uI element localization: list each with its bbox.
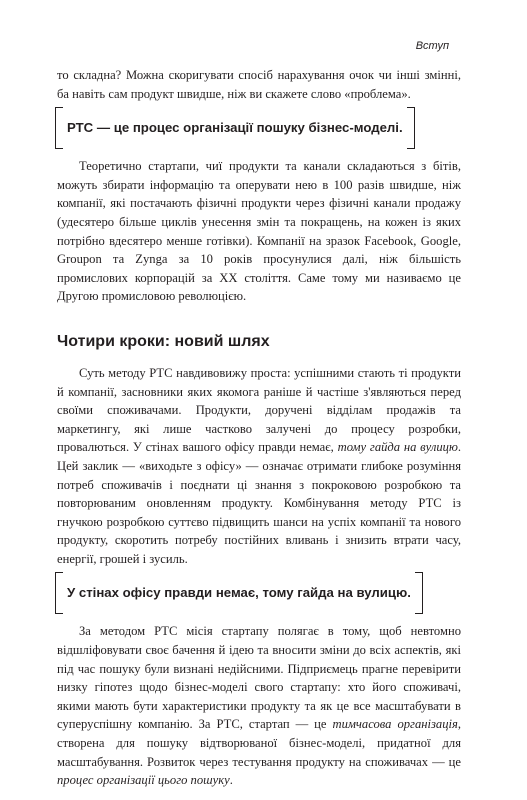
paragraph-4-text-3: .	[229, 773, 233, 788]
body-paragraph-4	[57, 622, 461, 789]
paragraph-3-text-2: . Цей заклик — «виходьте з офісу» — означає отримати глибоке розуміння потреб споживачів і поєднати ці знання з покроковою розробкою та повторюваним оновленням продукту. Комбінування методу РТС із гнучкою розробкою суттєво підвищить шанси на успіх компанії та нового продукту, скоротить потребу постійних вливань і знизить втрати часу, енергії, грошей і зусиль.	[57, 440, 461, 566]
page-body	[57, 66, 461, 790]
paragraph-4-text-2: , створена для пошуку відтворюваної бізнес-моделі, придатної для масштабування. Розвиток через тестування продукту на споживачах — це	[57, 717, 462, 769]
paragraph-4-text-1: За методом РТС місія стартапу полягає в тому, щоб невтомно відшліфовувати своє бачення й ідею та вносити зміни до всіх аспектів, які під час пошуку були визнані недійсними. Підприємець прагне перевірити низку гіпотез щодо бізнес-моделі свого стартапу: хто його споживачі, якими мають бути характеристики продукту та як це все масштабувати в суперуспішну компанію. За РТС, стартап — це	[57, 624, 461, 732]
running-head: Вступ	[415, 40, 449, 52]
paragraph-3-text-1: Суть методу РТС навдивовижу проста: успішними стають ті продукти й компанії, засновники яких якомога раніше й частіше з'являються перед своїми споживачами. Продукти, доручені відділам продажів та маркетингу, які лише частково залучені до процесу розробки, провалються. У стінах вашого офісу правди немає,	[57, 365, 461, 455]
body-paragraph-2: Теоретично стартапи, чиї продукти та канали складаються з бітів, можуть збирати інформацію та оперувати нею в 100 разів швидше, ніж компанії, які постачають фізичні продукти через фізичні канали продажу (удесятеро більше циклів унесення змін та покращень, на кожен із яких потрібно вдесятеро менше готівки). Компанії на зразок Facebook, Google, Groupon та Zynga за 10 років просунулися далі, ніж більшість промислових корпорацій за ХХ століття. Саме тому ми називаємо це Другою промисловою революцією.	[57, 159, 461, 304]
body-paragraph-3	[57, 364, 461, 569]
paragraph-4-emphasis-1: тимчасова організація	[332, 717, 458, 732]
section-heading: Чотири кроки: новий шлях	[57, 332, 270, 350]
paragraph-4-emphasis-2: процес організації цього пошуку	[57, 773, 230, 788]
paragraph-3-emphasis: тому гайда на вулицю	[337, 440, 458, 455]
intro-paragraph: то складна? Можна скоригувати спосіб нарахування очок чи інші змінні, ба навіть сам продукт швидше, ніж ви скажете слово «проблема».	[57, 68, 461, 101]
pull-quote-1: РТС — це процес організації пошуку бізнес-моделі.	[57, 115, 413, 141]
pull-quote-2: У стінах офісу правди немає, тому гайда на вулицю.	[57, 580, 421, 606]
